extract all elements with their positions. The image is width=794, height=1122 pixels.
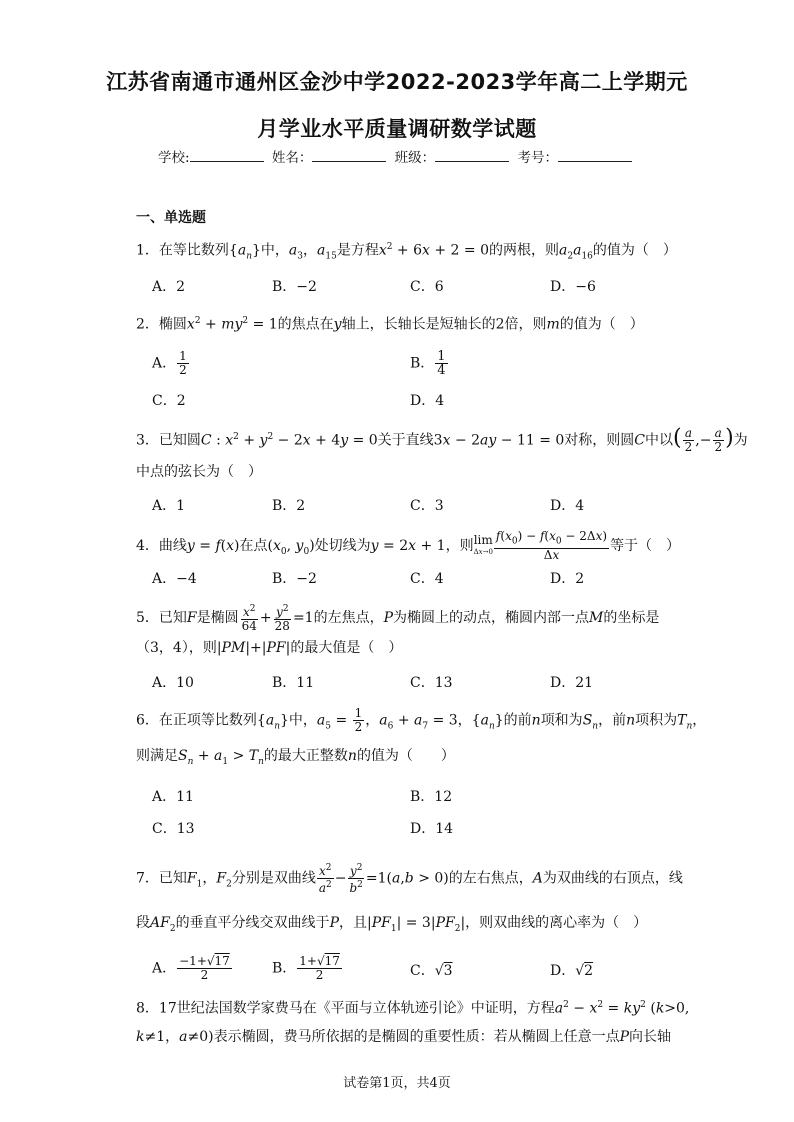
exam-no-blank[interactable] bbox=[558, 149, 632, 162]
exam-no-label: 考号： bbox=[517, 150, 558, 166]
q7-option-d[interactable]: D．√2 bbox=[550, 963, 594, 979]
student-info-row bbox=[0, 146, 794, 166]
q5-option-b[interactable]: B．11 bbox=[272, 675, 315, 691]
exam-title-line1: 江苏省南通市通州区金沙中学2022-2023学年高二上学期元 bbox=[106, 70, 688, 94]
q5-option-c[interactable]: C．13 bbox=[410, 675, 453, 691]
page-footer: 试卷第1页，共4页 bbox=[343, 1076, 451, 1091]
q6-option-d[interactable]: D．14 bbox=[410, 821, 454, 837]
q7-option-a[interactable]: A． $\frac{-1+√17}{2}$ bbox=[152, 954, 230, 982]
name-blank[interactable] bbox=[312, 149, 386, 162]
q5-option-a[interactable]: A．10 bbox=[152, 675, 194, 691]
q1-option-d[interactable]: D．−6 bbox=[550, 279, 596, 295]
q2-option-d[interactable]: D．4 bbox=[410, 393, 445, 409]
question-2: 2．椭圆$x^2 + my^2 = 1$的焦点在y轴上，长轴长是短轴长的2倍，则m的值为（ ） bbox=[136, 316, 644, 333]
class-blank[interactable] bbox=[435, 149, 509, 162]
question-6-line2: 则满足$S_n + a_1 > T_n$的最大正整数n的值为（ ） bbox=[136, 748, 455, 767]
question-6: 6．在正项等比数列$\{a_n\}$中，$a_5$ = $\frac{1}{2}$ ，$a_6 + a_7 = 3$，$\{a_n\}$的前n项和为$S_n$，前n项积为$T_n$， bbox=[136, 706, 707, 734]
q6-option-c[interactable]: C．13 bbox=[152, 821, 195, 837]
school-blank[interactable] bbox=[190, 149, 264, 162]
question-5: 5．已知F是椭圆 $\frac{x^2}{64}$ + $\frac{y^2}{28}$ =1的左焦点，P为椭圆上的动点，椭圆内部一点M的坐标是 bbox=[136, 604, 660, 633]
name-label: 姓名： bbox=[271, 150, 313, 166]
section-heading: 一、单选题 bbox=[136, 210, 206, 226]
q3-option-d[interactable]: D．4 bbox=[550, 498, 585, 514]
q3-option-c[interactable]: C．3 bbox=[410, 498, 444, 514]
q1-option-a[interactable]: A．2 bbox=[152, 279, 186, 295]
q3-option-a[interactable]: A．1 bbox=[152, 498, 186, 514]
school-label: 学校: bbox=[158, 150, 190, 166]
q4-option-a[interactable]: A．−4 bbox=[152, 571, 197, 587]
q7-option-b[interactable]: B． $\frac{1+√17}{2}$ bbox=[272, 954, 340, 982]
q1-option-b[interactable]: B．−2 bbox=[272, 279, 317, 295]
question-3: 3．已知圆C : $x^2 + y^2 - 2x + 4y = 0$关于直线3x − 2ay − 11 = 0对称，则圆C中以( $\frac{a}{2}$ ,− $\frac{a}{2}$ )为 bbox=[136, 425, 748, 455]
question-4: 4．曲线y = f(x)在点($x_0$, $y_0$)处切线为y = 2x + 1，则 lim Δx→0 $\frac{f(x_0) - f(x_0 - 2\Delta x)}{\Delta x}$ 等于（ ） bbox=[136, 529, 681, 563]
q7-option-c[interactable]: C．√3 bbox=[410, 963, 453, 979]
q2-option-b[interactable]: B． $\frac{1}{4}$ bbox=[410, 349, 446, 378]
question-1: 1．在等比数列$\{a_n\}$中，$a_3$，$a_{15}$是方程$x^2 + 6x + 2 = 0$的两根，则$a_2a_{16}$的值为（ ） bbox=[136, 242, 677, 262]
q2-option-a[interactable]: A． $\frac{1}{2}$ bbox=[152, 349, 187, 377]
class-label: 班级： bbox=[394, 150, 436, 166]
q6-option-a[interactable]: A．11 bbox=[152, 789, 194, 805]
q5-option-d[interactable]: D．21 bbox=[550, 675, 594, 691]
exam-title-line2: 月学业水平质量调研数学试题 bbox=[257, 117, 537, 141]
q3-option-b[interactable]: B．2 bbox=[272, 498, 306, 514]
q2-option-c[interactable]: C．2 bbox=[152, 393, 186, 409]
q4-option-b[interactable]: B．−2 bbox=[272, 571, 317, 587]
q1-option-c[interactable]: C．6 bbox=[410, 279, 444, 295]
question-8: 8．17世纪法国数学家费马在《平面与立体轨迹引论》中证明，方程$a^2 - x^2 = ky^2$ (k>0, bbox=[136, 1000, 690, 1017]
q4-option-d[interactable]: D．2 bbox=[550, 571, 585, 587]
question-7-line2: 段$AF_2$的垂直平分线交双曲线于P，且$|PF_1| = 3|PF_2|$，则双曲线的离心率为（ ） bbox=[136, 915, 648, 934]
question-5-line2: （3，4），则|PM|+|PF|的最大值是（ ） bbox=[136, 640, 403, 656]
question-7: 7．已知$F_1$，$F_2$分别是双曲线 $\frac{x^2}{a^2}$ − $\frac{y^2}{b^2}$ =1(a,b > 0)的左右焦点，A为双曲线的右顶点，线 bbox=[136, 863, 683, 895]
question-3-line2: 中点的弦长为（ ） bbox=[136, 464, 262, 480]
q6-option-b[interactable]: B．12 bbox=[410, 789, 453, 805]
question-8-line2: k≠1，a≠0)表示椭圆，费马所依据的是椭圆的重要性质：若从椭圆上任意一点P向长轴 bbox=[136, 1029, 672, 1045]
q4-option-c[interactable]: C．4 bbox=[410, 571, 444, 587]
